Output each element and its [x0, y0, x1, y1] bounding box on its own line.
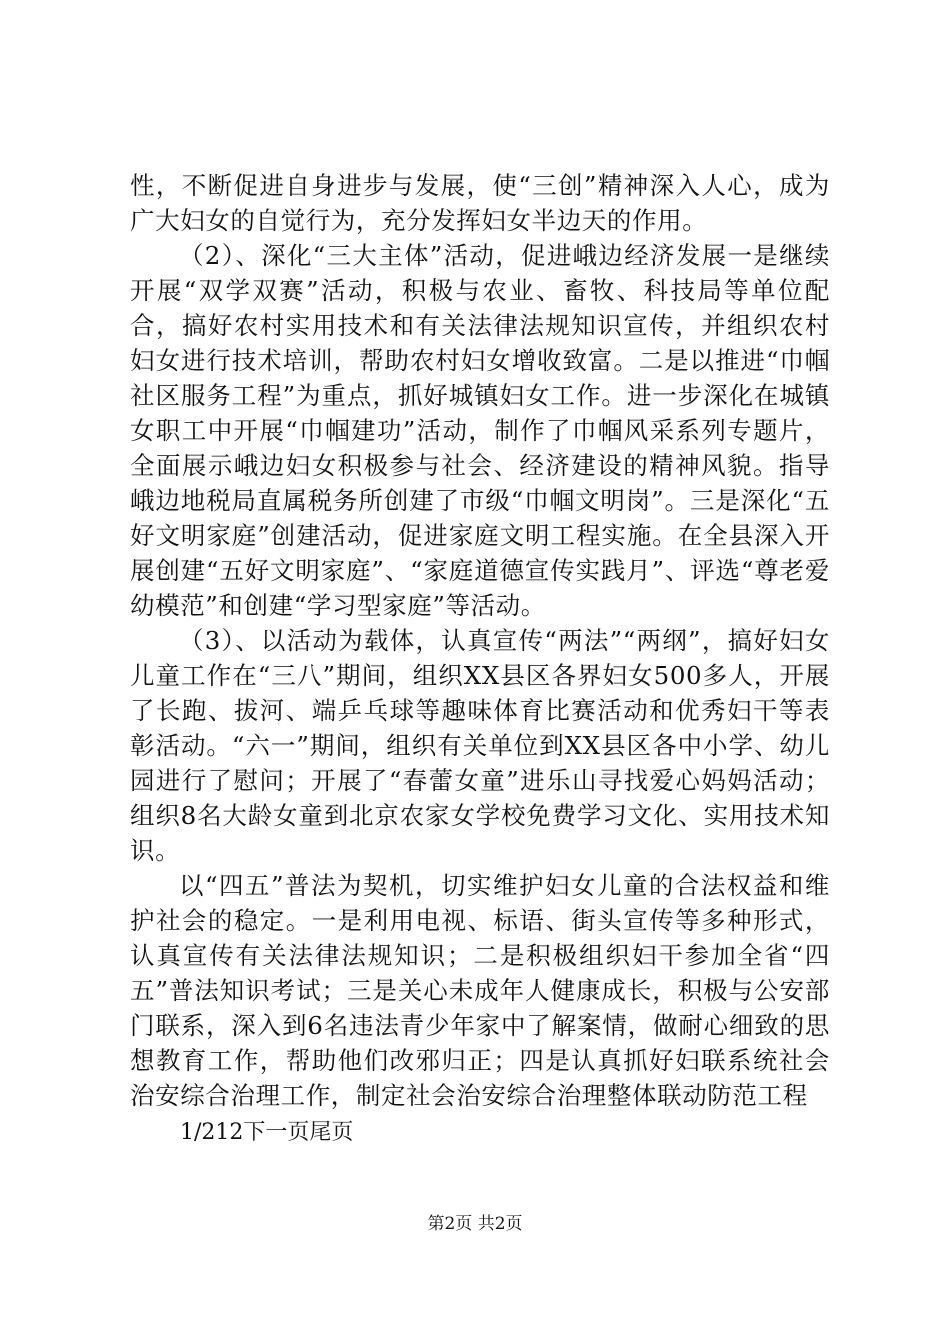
- paragraph-4: 以“四五”普法为契机，切实维护妇女儿童的合法权益和维护社会的稳定。一是利用电视、标语、街头宣传等多种形式，认真宣传有关法律法规知识；二是积极组织妇干参加全省“四五”普法知识考试；三是关心未成年人健康成长，积极与公安部门联系，深入到6名违法青少年家中了解案情，做耐心细致的思想教育工作，帮助他们改邪归正；四是认真抓好妇联系统社会治安综合治理工作，制定社会治安综合治理整体联动防范工程: [130, 871, 830, 1110]
- document-body: [130, 168, 830, 1153]
- pagination: [130, 1113, 830, 1153]
- last-page-link[interactable]: 尾页: [309, 1120, 354, 1145]
- paragraph-1: 性，不断促进自身进步与发展，使“三创”精神深入人心，成为广大妇女的自觉行为，充分发挥妇女半边天的作用。: [130, 171, 830, 235]
- page-footer: 第2页 共2页: [427, 1214, 523, 1234]
- paragraph-2: （2）、深化“三大主体”活动，促进峨边经济发展一是继续开展“双学双赛”活动，积极与农业、畜牧、科技局等单位配合，搞好农村实用技术和有关法律法规知识宣传，并组织农村妇女进行技术培训，帮助农村妇女增收致富。二是以推进“巾帼社区服务工程”为重点，抓好城镇妇女工作。进一步深化在城镇女职工中开展“巾帼建功”活动，制作了巾帼风采系列专题片，全面展示峨边妇女积极参与社会、经济建设的精神风貌。指导峨边地税局直属税务所创建了市级“巾帼文明岗”。三是深化“五好文明家庭”创建活动，促进家庭文明工程实施。在全县深入开展创建“五好文明家庭”、“家庭道德宣传实践月”、评选“尊老爱幼模范”和创建“学习型家庭”等活动。: [130, 241, 830, 620]
- paragraph-3: （3）、以活动为载体，认真宣传“两法”“两纲”，搞好妇女儿童工作在“三八”期间，组织XX县区各界妇女500多人，开展了长跑、拔河、端乒乓球等趣味体育比赛活动和优秀妇干等表彰活动。“六一”期间，组织有关单位到XX县区各中小学、幼儿园进行了慰问；开展了“春蕾女童”进乐山寻找爱心妈妈活动；组织8名大龄女童到北京农家女学校免费学习文化、实用技术知识。: [130, 626, 830, 865]
- next-page-link[interactable]: 下一页: [243, 1120, 310, 1145]
- page-counter: 1/212: [180, 1120, 244, 1145]
